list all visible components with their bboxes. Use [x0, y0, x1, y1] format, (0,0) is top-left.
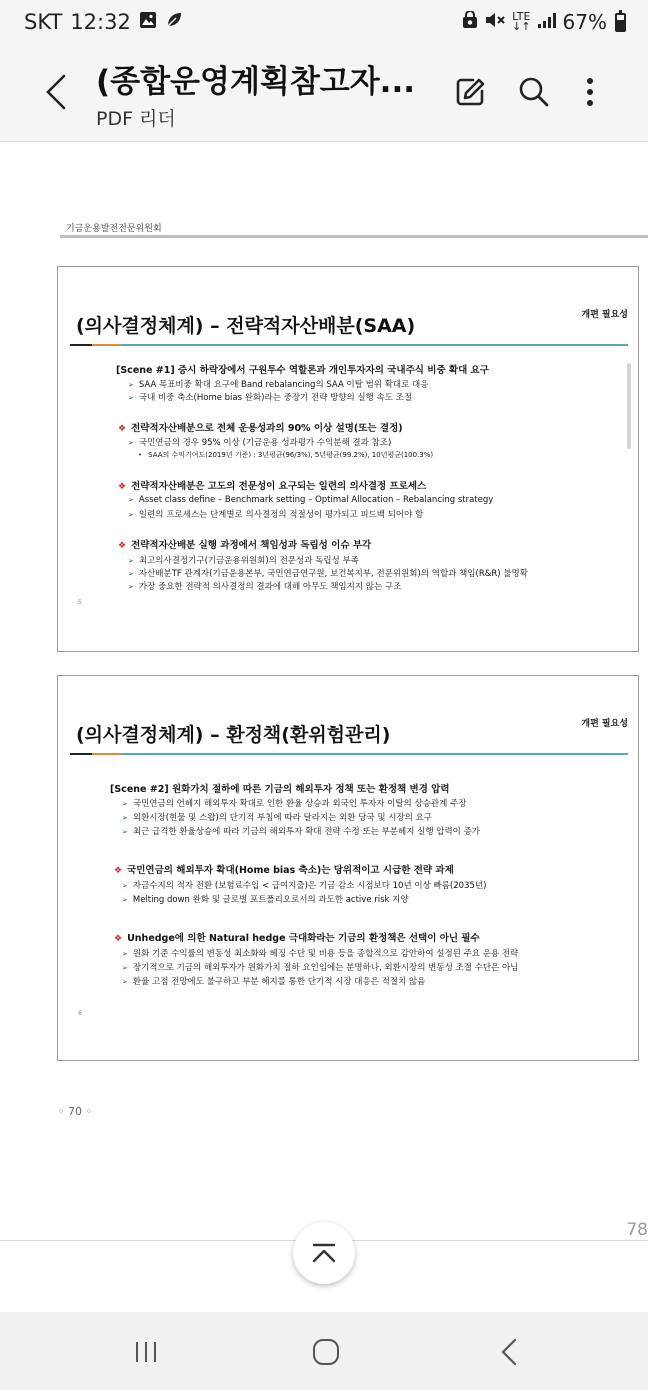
- scroll-to-top-button[interactable]: [293, 1222, 355, 1284]
- recent-apps-button[interactable]: [122, 1334, 170, 1370]
- key-point: ❖ 국민연금의 해외투자 확대(Home bias 축소)는 당위적이고 시급한 전략 과제: [114, 865, 454, 876]
- slide-title: (의사결정체계) – 환정책(환위험관리): [76, 724, 391, 746]
- scene-item: ➢ 국내 비중 축소(Home bias 완화)라는 중장기 전략 방향의 실행 속도 조절: [128, 393, 413, 403]
- home-button[interactable]: [302, 1334, 350, 1370]
- network-type: LTE ↓↑: [512, 10, 531, 33]
- scene-item: ➢ 국민연금의 언헤지 해외투자 확대로 인한 환율 상승과 외국인 투자자 이탈의 상승관계 주장: [122, 799, 467, 809]
- slide-fx-policy: [57, 675, 639, 1061]
- point-item: ➢ 가장 중요한 전략적 의사결정의 결과에 대해 아무도 책임지지 않는 구조: [128, 582, 402, 592]
- leaf-icon: [165, 11, 183, 33]
- key-point: ❖ 전략적자산배분은 고도의 전문성이 요구되는 일련의 의사결정 프로세스: [118, 481, 427, 492]
- slide-tag: 개편 필요성: [581, 719, 628, 729]
- slide-scrollbar: [627, 363, 631, 449]
- point-item: ➢ 일련의 프로세스는 단계별로 의사결정의 적절성이 평가되고 피드백 되어야 함: [128, 510, 424, 520]
- slide-saa: [57, 266, 639, 652]
- app-subtitle: PDF 리더: [96, 108, 176, 130]
- battery-percent: 67%: [562, 10, 607, 34]
- point-subitem: • SAA의 수익기여도(2019년 기준) : 3년평균(96/3%), 5년평균(99.2%), 10년평균(100.3%): [138, 451, 434, 459]
- point-item: ➢ 최고의사결정기구(기금운용위원회)의 전문성과 독립성 부족: [128, 556, 359, 566]
- point-item: ➢ 국민연금의 경우 95% 이상 (기금운용 성과평가 수익분해 결과 참조): [128, 438, 392, 448]
- home-icon: [312, 1338, 340, 1366]
- search-icon: [518, 76, 550, 108]
- point-item: ➢ Melting down 완화 및 글로벌 포트폴리오로서의 과도한 active risk 지양: [122, 895, 409, 905]
- point-item: ➢ Asset class define – Benchmark setting – Optimal Allocation – Rebalancing strategy: [128, 495, 494, 505]
- signal-icon: [537, 11, 557, 33]
- point-item: ➢ 환율 고점 전망에도 불구하고 부분 헤지를 통한 단기적 시장 대응은 적절치 않음: [122, 977, 426, 987]
- point-item: ➢ 자금수지의 적자 전환 (보험료수입 < 급여지출)은 기금 감소 시점보다 10년 이상 빠름(2035년): [122, 881, 487, 891]
- slide-tag: 개편 필요성: [581, 310, 628, 320]
- document-header-text: 기금운용발전전문위원회: [66, 224, 162, 234]
- key-point: ❖ Unhedge에 의한 Natural hedge 극대화라는 기금의 환정책은 선택이 아닌 필수: [114, 933, 480, 944]
- recent-apps-icon: [133, 1340, 159, 1364]
- scene-heading: [Scene #1] 증시 하락장에서 구원투수 역할론과 개인투자자의 국내주식 비중 확대 요구: [116, 365, 489, 376]
- recycle-lock-icon: [462, 11, 478, 33]
- more-vert-icon: [585, 77, 595, 107]
- slide-page-number: 5: [78, 599, 82, 606]
- title-underline: [70, 344, 628, 346]
- document-page-number: ◦ 70 ◦: [58, 1105, 92, 1118]
- image-icon: [139, 11, 157, 33]
- battery-icon: [615, 13, 626, 32]
- next-page-hint: 78: [626, 1220, 648, 1240]
- document-title: (종합운영계획참고자...: [96, 64, 416, 100]
- back-arrow-icon: [500, 1338, 518, 1366]
- scene-item: ➢ 최근 급격한 환율상승에 따라 기금의 해외투자 확대 전략 수정 또는 부분헤지 실행 압력이 증가: [122, 827, 481, 837]
- key-point: ❖ 전략적자산배분 실행 과정에서 책임성과 독립성 이슈 부각: [118, 540, 372, 551]
- status-right: [462, 10, 626, 34]
- status-bar: [0, 0, 648, 46]
- app-bar: [0, 46, 648, 142]
- slide-title: (의사결정체계) – 전략적자산배분(SAA): [76, 315, 416, 337]
- scene-item: ➢ 외환시장(현물 및 스왑)의 단기적 부침에 따라 달라지는 외환 당국 및 시장의 요구: [122, 813, 432, 823]
- header-divider: [60, 235, 648, 238]
- mute-icon: [484, 11, 506, 33]
- chevron-up-icon: [310, 1242, 338, 1264]
- point-item: ➢ 원화 기준 수익률의 변동성 최소화와 헤징 수단 및 비용 등을 종합적으로 감안하여 설정된 주요 운용 전략: [122, 949, 519, 959]
- carrier: SKT: [24, 10, 63, 34]
- slide-page-number: 6: [78, 1010, 82, 1017]
- more-options-button[interactable]: [568, 70, 612, 114]
- key-point: ❖ 전략적자산배분으로 전체 운용성과의 90% 이상 설명(또는 결정): [118, 423, 403, 434]
- point-item: ➢ 자산배분TF 관계자(기금운용본부, 국민연금연구원, 보건복지부, 전문위원회)의 역할과 책임(R&R) 불명확: [128, 569, 528, 579]
- back-button[interactable]: [38, 68, 74, 116]
- scene-heading: [Scene #2] 원화가치 절하에 따른 기금의 해외투자 정책 또는 환정책 변경 압력: [110, 784, 450, 795]
- title-underline: [70, 753, 628, 755]
- scene-item: ➢ SAA 목표비중 확대 요구에 Band rebalancing의 SAA 이탈 범위 확대로 대응: [128, 380, 429, 390]
- edit-button[interactable]: [448, 70, 492, 114]
- search-button[interactable]: [512, 70, 556, 114]
- status-left: [24, 10, 183, 34]
- chevron-left-icon: [44, 73, 68, 111]
- point-item: ➢ 장기적으로 기금의 해외투자가 원화가치 절하 요인임에는 분명하나, 외환시장의 변동성 조절 수단은 아님: [122, 963, 519, 973]
- pdf-document-view[interactable]: [0, 143, 648, 1240]
- clock: 12:32: [70, 10, 131, 34]
- edit-icon: [453, 75, 487, 109]
- system-back-button[interactable]: [485, 1334, 533, 1370]
- system-navigation-bar: [0, 1312, 648, 1390]
